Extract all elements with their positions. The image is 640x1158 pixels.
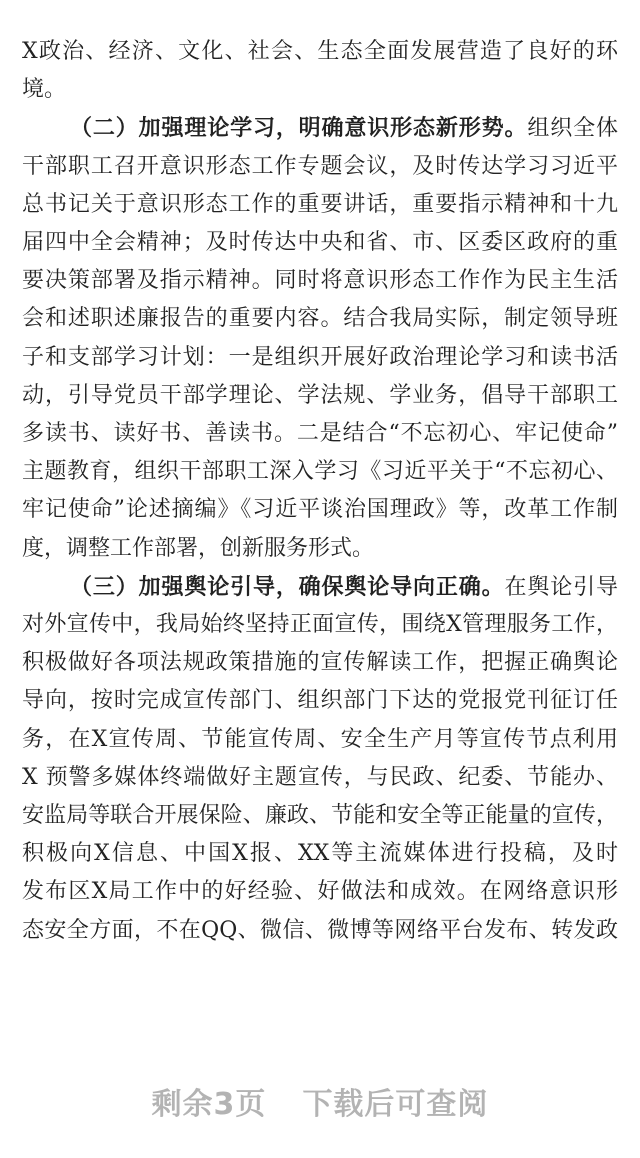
text-line-content: X 预警多媒体终端做好主题宣传，与民政、纪委、节能办、 [22,764,618,790]
download-prompt-banner[interactable] [0,1080,640,1130]
text-line [22,911,618,951]
text-line [22,605,618,645]
text-line-content: 积极做好各项法规政策措施的宣传解读工作，把握正确舆论 [22,650,618,676]
text-line [70,567,618,607]
text-line [22,376,618,416]
text-line-content: 届四中全会精神；及时传达中央和省、市、区委区政府的重 [22,230,618,255]
text-line-content: 发布区X局工作中的好经验、好做法和成效。在网络意识形 [22,879,618,905]
text-line [22,681,618,721]
text-line-content: 在舆论引导 [504,574,618,600]
text-line [22,720,618,760]
text-line [70,108,618,148]
text-line-content: 务，在X宣传周、节能宣传周、安全生产月等宣传节点利用 [22,726,618,752]
text-line [22,70,618,110]
text-line [22,872,618,912]
text-line-content: 积极向X信息、中国X报、XX等主流媒体进行投稿，及时 [22,841,618,867]
text-line [22,490,618,530]
text-line [22,834,618,874]
text-line-content: 对外宣传中，我局始终坚持正面宣传，围绕X管理服务工作， [22,612,618,637]
text-line [22,643,618,683]
section-heading: （二）加强理论学习，明确意识形态新形势。 [70,115,528,142]
text-line [22,299,618,339]
text-line [22,32,618,72]
text-line [22,223,618,263]
text-line-content: 安监局等联合开展保险、廉政、节能和安全等正能量的宣传， [22,803,618,828]
text-line-content: 态安全方面，不在QQ、微信、微博等网络平台发布、转发政 [22,917,618,943]
text-line [22,261,618,301]
text-line-content: 度，调整工作部署，创新服务形式。 [22,535,375,561]
text-line-content: 干部职工召开意识形态工作专题会议，及时传达学习习近平 [22,153,618,179]
text-line [22,414,618,454]
text-line [22,529,618,569]
text-line [22,147,618,187]
text-line [22,452,618,492]
text-line-content: 主题教育，组织干部职工深入学习《习近平关于“不忘初心、 [22,459,618,485]
remaining-pages-label: 剩余3页 [151,1087,267,1122]
text-line-content: 多读书、读好书、善读书。二是结合“不忘初心、牢记使命” [22,421,618,446]
text-line-content: 导向，按时完成宣传部门、组织部门下达的党报党刊征订任 [22,688,618,714]
text-line-content: 组织全体 [527,116,618,142]
download-to-view-label: 下载后可查阅 [302,1087,489,1122]
text-line-content: 动，引导党员干部学理论、学法规、学业务，倡导干部职工 [22,382,618,408]
text-line [22,338,618,378]
text-line [22,796,618,836]
text-line-content: 牢记使命”论述摘编》《习近平谈治国理政》等，改革工作制 [22,497,618,523]
text-line-content: 子和支部学习计划：一是组织开展好政治理论学习和读书活 [22,344,618,370]
text-line-content: 总书记关于意识形态工作的重要讲话，重要指示精神和十九 [22,191,618,217]
text-line [22,185,618,225]
text-line [22,758,618,798]
text-line-content: X政治、经济、文化、社会、生态全面发展营造了良好的环 [22,39,618,64]
section-heading: （三）加强舆论引导，确保舆论导向正确。 [70,573,505,600]
text-line-content: 会和述职述廉报告的重要内容。结合我局实际，制定领导班 [22,306,618,332]
text-line-content: 境。 [22,77,67,103]
text-line-content: 要决策部署及指示精神。同时将意识形态工作作为民主生活 [22,268,618,294]
